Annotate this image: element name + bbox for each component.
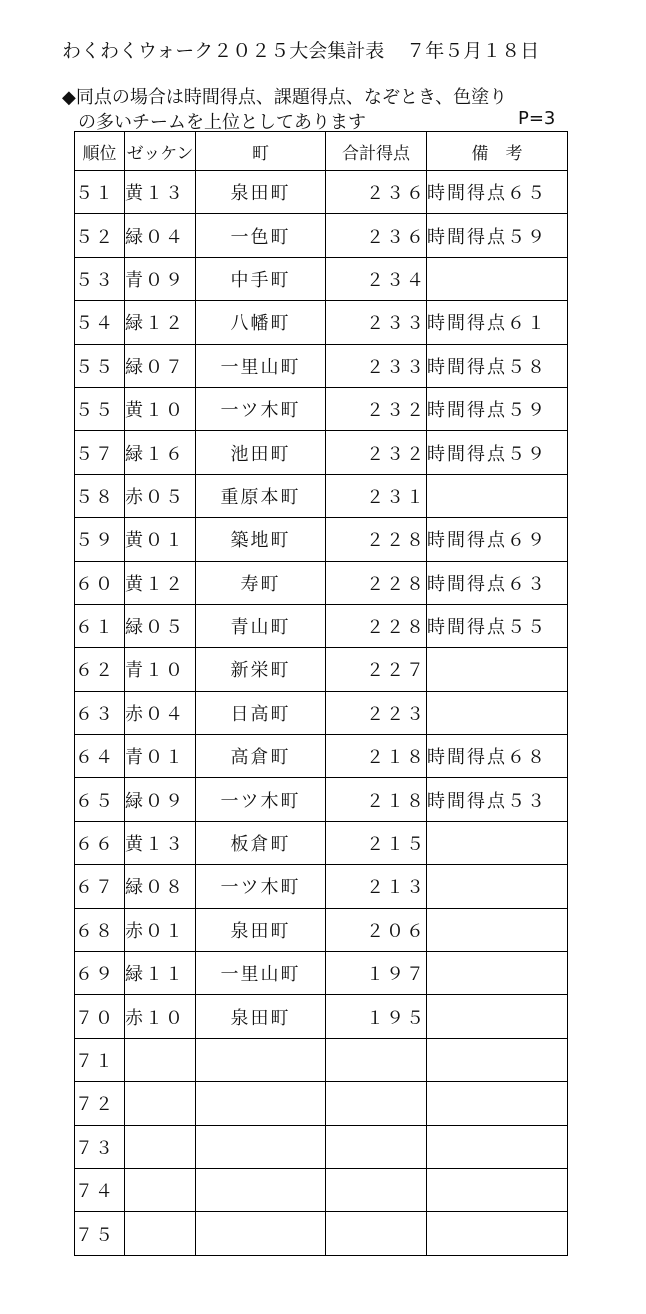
bib-number-cell — [125, 1038, 196, 1081]
tie-rule-note-line-2: の多いチームを上位としてあります — [78, 112, 366, 133]
bib-number-cell: 赤０１ — [125, 908, 196, 951]
town-cell: 寿町 — [196, 561, 326, 604]
total-score-cell — [326, 1082, 427, 1125]
town-cell: 一ツ木町 — [196, 865, 326, 908]
total-score-cell: ２３４ — [326, 257, 427, 300]
rank-cell: ６５ — [75, 778, 125, 821]
table-row — [75, 301, 568, 344]
bib-number-cell: 赤０５ — [125, 474, 196, 517]
table-row — [75, 257, 568, 300]
total-score-cell: ２０６ — [326, 908, 427, 951]
remarks-cell: 時間得点６８ — [427, 735, 568, 778]
column-header-total-score: 合計得点 — [326, 132, 427, 171]
remarks-cell — [427, 1082, 568, 1125]
town-cell: 青山町 — [196, 604, 326, 647]
total-score-cell: ２２８ — [326, 518, 427, 561]
remarks-cell: 時間得点６５ — [427, 171, 568, 214]
remarks-cell — [427, 821, 568, 864]
column-header-remarks: 備 考 — [427, 132, 568, 171]
remarks-cell — [427, 865, 568, 908]
rank-cell: ７１ — [75, 1038, 125, 1081]
bib-number-cell: 黄０１ — [125, 518, 196, 561]
rank-cell: ７５ — [75, 1212, 125, 1255]
rank-cell: ７２ — [75, 1082, 125, 1125]
tie-rule-note-line-1: ◆同点の場合は時間得点、課題得点、なぞとき、色塗り — [62, 87, 508, 108]
bib-number-cell: 緑１１ — [125, 952, 196, 995]
bib-number-cell: 黄１３ — [125, 821, 196, 864]
town-cell: 八幡町 — [196, 301, 326, 344]
bib-number-cell: 緑０８ — [125, 865, 196, 908]
bib-number-cell: 緑１６ — [125, 431, 196, 474]
remarks-cell: 時間得点５３ — [427, 778, 568, 821]
table-row — [75, 865, 568, 908]
remarks-cell: 時間得点６９ — [427, 518, 568, 561]
remarks-cell — [427, 691, 568, 734]
town-cell: 一ツ木町 — [196, 387, 326, 430]
document-title — [62, 36, 539, 63]
rank-cell: ５１ — [75, 171, 125, 214]
town-cell — [196, 1212, 326, 1255]
total-score-cell — [326, 1168, 427, 1211]
town-cell — [196, 1038, 326, 1081]
total-score-cell: １９５ — [326, 995, 427, 1038]
remarks-cell: 時間得点６３ — [427, 561, 568, 604]
total-score-cell: ２１８ — [326, 735, 427, 778]
page-number: P=3 — [518, 108, 556, 129]
bib-number-cell: 赤０４ — [125, 691, 196, 734]
total-score-cell: ２３３ — [326, 344, 427, 387]
table-row — [75, 1082, 568, 1125]
table-row — [75, 1168, 568, 1211]
bib-number-cell: 青０９ — [125, 257, 196, 300]
town-cell: 高倉町 — [196, 735, 326, 778]
town-cell: 一色町 — [196, 214, 326, 257]
table-row — [75, 908, 568, 951]
bib-number-cell — [125, 1125, 196, 1168]
rank-cell: ５４ — [75, 301, 125, 344]
total-score-cell: ２２３ — [326, 691, 427, 734]
table-row — [75, 171, 568, 214]
table-row — [75, 778, 568, 821]
table-row — [75, 431, 568, 474]
table-row — [75, 344, 568, 387]
rank-cell: ５３ — [75, 257, 125, 300]
document-date: ７年５月１８日 — [406, 40, 540, 62]
bib-number-cell: 黄１２ — [125, 561, 196, 604]
table-row — [75, 995, 568, 1038]
table-header-row — [75, 132, 568, 171]
rank-cell: ６９ — [75, 952, 125, 995]
remarks-cell — [427, 1038, 568, 1081]
rank-cell: ５５ — [75, 344, 125, 387]
table-row — [75, 1038, 568, 1081]
remarks-cell — [427, 1125, 568, 1168]
column-header-rank: 順位 — [75, 132, 125, 171]
rank-cell: ７４ — [75, 1168, 125, 1211]
town-cell: 板倉町 — [196, 821, 326, 864]
town-cell: 築地町 — [196, 518, 326, 561]
bib-number-cell: 黄１０ — [125, 387, 196, 430]
rank-cell: ６４ — [75, 735, 125, 778]
bib-number-cell: 緑１２ — [125, 301, 196, 344]
table-row — [75, 604, 568, 647]
total-score-cell: ２３６ — [326, 214, 427, 257]
town-cell: 一里山町 — [196, 344, 326, 387]
bib-number-cell: 黄１３ — [125, 171, 196, 214]
remarks-cell: 時間得点５９ — [427, 214, 568, 257]
total-score-cell — [326, 1212, 427, 1255]
table-row — [75, 1212, 568, 1255]
remarks-cell: 時間得点５８ — [427, 344, 568, 387]
total-score-cell: ２２８ — [326, 561, 427, 604]
table-row — [75, 1125, 568, 1168]
total-score-cell: ２１３ — [326, 865, 427, 908]
bib-number-cell: 緑０４ — [125, 214, 196, 257]
table-row — [75, 952, 568, 995]
remarks-cell: 時間得点５９ — [427, 387, 568, 430]
bib-number-cell: 緑０７ — [125, 344, 196, 387]
town-cell: 一ツ木町 — [196, 778, 326, 821]
rank-cell: ６１ — [75, 604, 125, 647]
bib-number-cell: 緑０５ — [125, 604, 196, 647]
remarks-cell: 時間得点５９ — [427, 431, 568, 474]
bib-number-cell — [125, 1082, 196, 1125]
total-score-cell: ２３２ — [326, 387, 427, 430]
total-score-cell: １９７ — [326, 952, 427, 995]
remarks-cell — [427, 257, 568, 300]
table-row — [75, 518, 568, 561]
bib-number-cell: 赤１０ — [125, 995, 196, 1038]
remarks-cell — [427, 1168, 568, 1211]
rank-cell: ５５ — [75, 387, 125, 430]
total-score-cell: ２３１ — [326, 474, 427, 517]
rank-cell: ６０ — [75, 561, 125, 604]
total-score-cell: ２２８ — [326, 604, 427, 647]
total-score-cell: ２３２ — [326, 431, 427, 474]
bib-number-cell: 緑０９ — [125, 778, 196, 821]
table-row — [75, 735, 568, 778]
remarks-cell: 時間得点６１ — [427, 301, 568, 344]
table-body — [75, 171, 568, 1256]
rank-cell: ７０ — [75, 995, 125, 1038]
table-row — [75, 821, 568, 864]
remarks-cell — [427, 908, 568, 951]
title-text: わくわくウォーク２０２５大会集計表 — [62, 40, 385, 62]
results-table — [74, 131, 568, 1256]
town-cell — [196, 1082, 326, 1125]
rank-cell: ５８ — [75, 474, 125, 517]
town-cell: 池田町 — [196, 431, 326, 474]
town-cell: 中手町 — [196, 257, 326, 300]
town-cell: 泉田町 — [196, 908, 326, 951]
remarks-cell — [427, 474, 568, 517]
table-row — [75, 214, 568, 257]
table-row — [75, 648, 568, 691]
town-cell: 泉田町 — [196, 171, 326, 214]
town-cell: 重原本町 — [196, 474, 326, 517]
table-row — [75, 691, 568, 734]
town-cell: 日高町 — [196, 691, 326, 734]
town-cell — [196, 1168, 326, 1211]
bib-number-cell: 青０１ — [125, 735, 196, 778]
town-cell — [196, 1125, 326, 1168]
total-score-cell — [326, 1038, 427, 1081]
total-score-cell: ２１８ — [326, 778, 427, 821]
rank-cell: ５９ — [75, 518, 125, 561]
bib-number-cell: 青１０ — [125, 648, 196, 691]
table-row — [75, 561, 568, 604]
table-row — [75, 387, 568, 430]
bib-number-cell — [125, 1212, 196, 1255]
total-score-cell: ２３３ — [326, 301, 427, 344]
remarks-cell — [427, 995, 568, 1038]
rank-cell: ６３ — [75, 691, 125, 734]
remarks-cell — [427, 648, 568, 691]
total-score-cell: ２１５ — [326, 821, 427, 864]
town-cell: 泉田町 — [196, 995, 326, 1038]
rank-cell: ６７ — [75, 865, 125, 908]
rank-cell: ６６ — [75, 821, 125, 864]
rank-cell: ６８ — [75, 908, 125, 951]
total-score-cell — [326, 1125, 427, 1168]
town-cell: 新栄町 — [196, 648, 326, 691]
column-header-town: 町 — [196, 132, 326, 171]
bib-number-cell — [125, 1168, 196, 1211]
town-cell: 一里山町 — [196, 952, 326, 995]
column-header-bib: ゼッケン — [125, 132, 196, 171]
remarks-cell — [427, 952, 568, 995]
remarks-cell — [427, 1212, 568, 1255]
rank-cell: ７３ — [75, 1125, 125, 1168]
remarks-cell: 時間得点５５ — [427, 604, 568, 647]
rank-cell: ６２ — [75, 648, 125, 691]
total-score-cell: ２３６ — [326, 171, 427, 214]
rank-cell: ５７ — [75, 431, 125, 474]
total-score-cell: ２２７ — [326, 648, 427, 691]
rank-cell: ５２ — [75, 214, 125, 257]
table-row — [75, 474, 568, 517]
